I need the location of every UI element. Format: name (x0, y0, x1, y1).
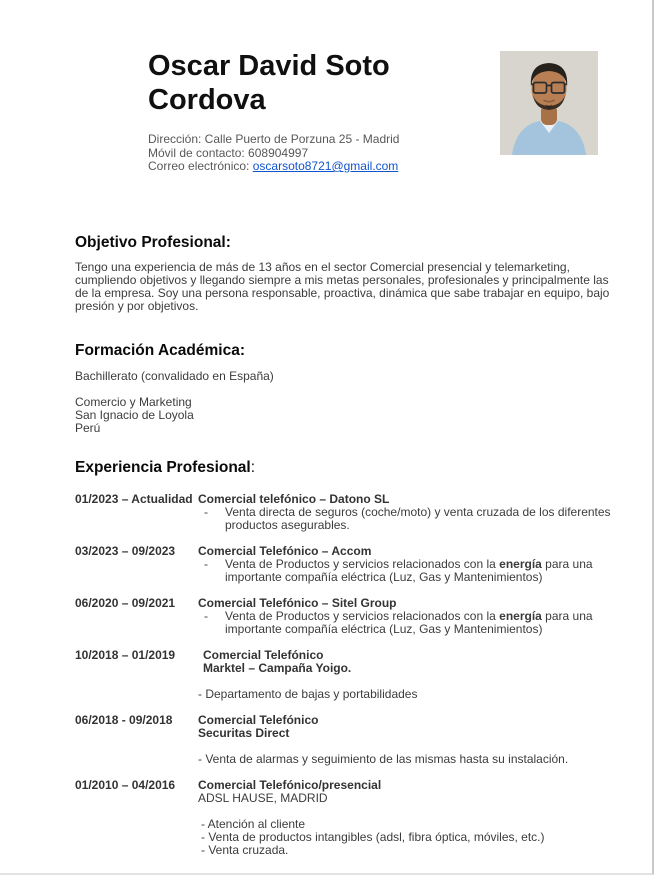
entry-title: Comercial Telefónico/presencial (198, 777, 382, 792)
education-section (75, 342, 646, 435)
experience-entries (75, 493, 646, 857)
email-link[interactable]: oscarsoto8721@gmail.com (252, 159, 399, 173)
entry-notes (198, 818, 646, 857)
objective-body (75, 261, 646, 313)
profile-photo-image (500, 51, 598, 155)
objective-line: presión y por objetivos. (75, 298, 199, 313)
mobile-line: Móvil de contacto: 608904997 (148, 145, 309, 160)
page-title: Oscar David Soto Cordova (148, 50, 390, 116)
bullet-line: Venta directa de seguros (coche/moto) y venta cruzada de los diferentes (225, 504, 611, 519)
experience-heading: Experiencia Profesional: (75, 458, 256, 476)
education-school-line: Comercio y Marketing (75, 394, 192, 409)
entry-date: 06/2020 – 09/2021 (75, 595, 176, 610)
objective-heading: Objetivo Profesional: (75, 233, 231, 251)
education-school-line: San Ignacio de Loyola (75, 407, 194, 422)
bullet-dash: - (204, 608, 208, 623)
bullet-line: Venta de Productos y servicios relacionados con la energía para una (225, 608, 593, 623)
education-heading: Formación Académica: (75, 341, 245, 359)
entry-title-line2: Marktel – Campaña Yoigo. (203, 660, 352, 675)
experience-heading-colon: : (250, 458, 256, 476)
entry-bullet (198, 610, 646, 636)
entry-bullet (198, 558, 646, 584)
bullet-line: productos asegurables. (225, 517, 350, 532)
profile-photo (500, 51, 598, 155)
entry-title-line2: Securitas Direct (198, 725, 290, 740)
email-line (148, 160, 652, 174)
experience-section (75, 459, 646, 857)
bullet-bold-word: energía (499, 608, 542, 623)
education-school-line: Perú (75, 420, 101, 435)
education-school-block (75, 396, 646, 435)
entry-date: 01/2010 – 04/2016 (75, 777, 176, 792)
entry-date: 01/2023 – Actualidad (75, 491, 193, 506)
experience-entry (75, 597, 646, 636)
bullet-line: Venta de Productos y servicios relacionados con la energía para una (225, 556, 593, 571)
experience-entry (75, 779, 646, 857)
entry-note: - Atención al cliente (201, 816, 306, 831)
experience-entry (75, 714, 646, 766)
entry-title: Comercial Telefónico – Accom (198, 543, 372, 558)
header (0, 0, 652, 174)
entry-note: - Venta de alarmas y seguimiento de las mismas hasta su instalación. (198, 751, 569, 766)
bullet-line: importante compañía eléctrica (Luz, Gas y Mantenimientos) (225, 621, 543, 636)
entry-bullet (198, 506, 646, 532)
email-label: Correo electrónico: (148, 159, 253, 173)
objective-line: de la empresa. Soy una persona responsable, proactiva, dinámica que sabe trabajar en equipo, bajo (75, 285, 610, 300)
entry-title: Comercial telefónico – Datono SL (198, 491, 390, 506)
entry-note: - Venta de productos intangibles (adsl, fibra óptica, móviles, etc.) (201, 829, 545, 844)
entry-title: Comercial Telefónico – Sitel Group (198, 595, 397, 610)
objective-section (75, 234, 646, 313)
objective-line: Tengo una experiencia de más de 13 años en el sector Comercial presencial y telemarketing, (75, 259, 570, 274)
entry-subtitle: ADSL HAUSE, MADRID (198, 790, 328, 805)
entry-title: Comercial Telefónico (198, 712, 319, 727)
bullet-dash: - (204, 504, 208, 519)
entry-date: 06/2018 - 09/2018 (75, 712, 173, 727)
bullet-bold-word: energía (499, 556, 542, 571)
entry-date: 03/2023 – 09/2023 (75, 543, 176, 558)
entry-note: - Venta cruzada. (201, 842, 289, 857)
bullet-line: importante compañía eléctrica (Luz, Gas y Mantenimientos) (225, 569, 543, 584)
education-item: Bachillerato (convalidado en España) (75, 368, 274, 383)
bullet-dash: - (204, 556, 208, 571)
objective-line: cumpliendo objetivos y llegando siempre a mis metas personales, profesionales y principalmente las (75, 272, 609, 287)
experience-entry (75, 545, 646, 584)
experience-entry (75, 649, 646, 701)
entry-title: Comercial Telefónico (203, 647, 324, 662)
experience-entry (75, 493, 646, 532)
entry-date: 10/2018 – 01/2019 (75, 647, 176, 662)
address-line: Dirección: Calle Puerto de Porzuna 25 - Madrid (148, 132, 400, 146)
entry-note: - Departamento de bajas y portabilidades (198, 686, 418, 701)
